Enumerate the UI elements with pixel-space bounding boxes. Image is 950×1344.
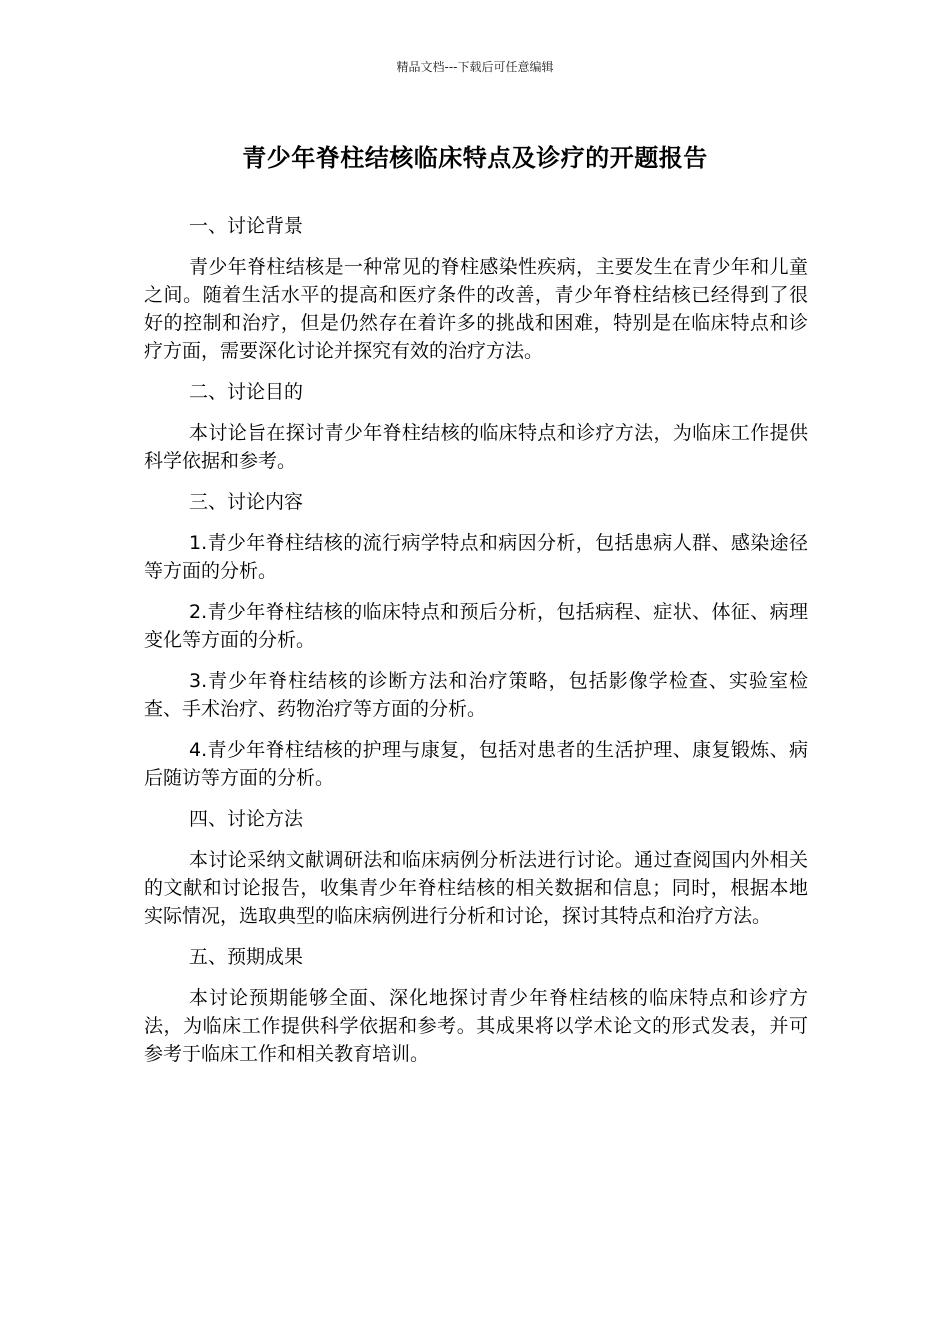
paragraph-content-item-4: 4.青少年脊柱结核的护理与康复，包括对患者的生活护理、康复锻炼、病后随访等方面的分析。 <box>144 739 808 789</box>
section-heading-methods: 四、讨论方法 <box>189 808 304 830</box>
paragraph-content-item-3: 3.青少年脊柱结核的诊断方法和治疗策略，包括影像学检查、实验室检查、手术治疗、药物治疗等方面的分析。 <box>144 670 808 720</box>
paragraph-methods: 本讨论采纳文献调研法和临床病例分析法进行讨论。通过查阅国内外相关的文献和讨论报告，收集青少年脊柱结核的相关数据和信息；同时，根据本地实际情况，选取典型的临床病例进行分析和讨论，探讨其特点和治疗方法。 <box>144 849 808 927</box>
section-heading-background: 一、讨论背景 <box>189 215 304 237</box>
paragraph-expected-results: 本讨论预期能够全面、深化地探讨青少年脊柱结核的临床特点和诊疗方法，为临床工作提供科学依据和参考。其成果将以学术论文的形式发表，并可参考于临床工作和相关教育培训。 <box>144 987 808 1065</box>
section-heading-content: 三、讨论内容 <box>189 491 304 513</box>
section-heading-expected-results: 五、预期成果 <box>189 946 304 968</box>
paragraph-background: 青少年脊柱结核是一种常见的脊柱感染性疾病，主要发生在青少年和儿童之间。随着生活水平的提高和医疗条件的改善，青少年脊柱结核已经得到了很好的控制和治疗，但是仍然存在着许多的挑战和困难，特别是在临床特点和诊疗方面，需要深化讨论并探究有效的治疗方法。 <box>144 256 808 362</box>
page-title: 青少年脊柱结核临床特点及诊疗的开题报告 <box>242 144 708 172</box>
paragraph-content-item-2: 2.青少年脊柱结核的临床特点和预后分析，包括病程、症状、体征、病理变化等方面的分析。 <box>144 601 808 651</box>
paragraph-purpose: 本讨论旨在探讨青少年脊柱结核的临床特点和诊疗方法，为临床工作提供科学依据和参考。 <box>144 422 808 472</box>
section-heading-purpose: 二、讨论目的 <box>189 381 304 403</box>
paragraph-content-item-1: 1.青少年脊柱结核的流行病学特点和病因分析，包括患病人群、感染途径等方面的分析。 <box>144 532 808 582</box>
header-note: 精品文档---下载后可任意编辑 <box>396 60 554 74</box>
document-body <box>144 212 808 1081</box>
